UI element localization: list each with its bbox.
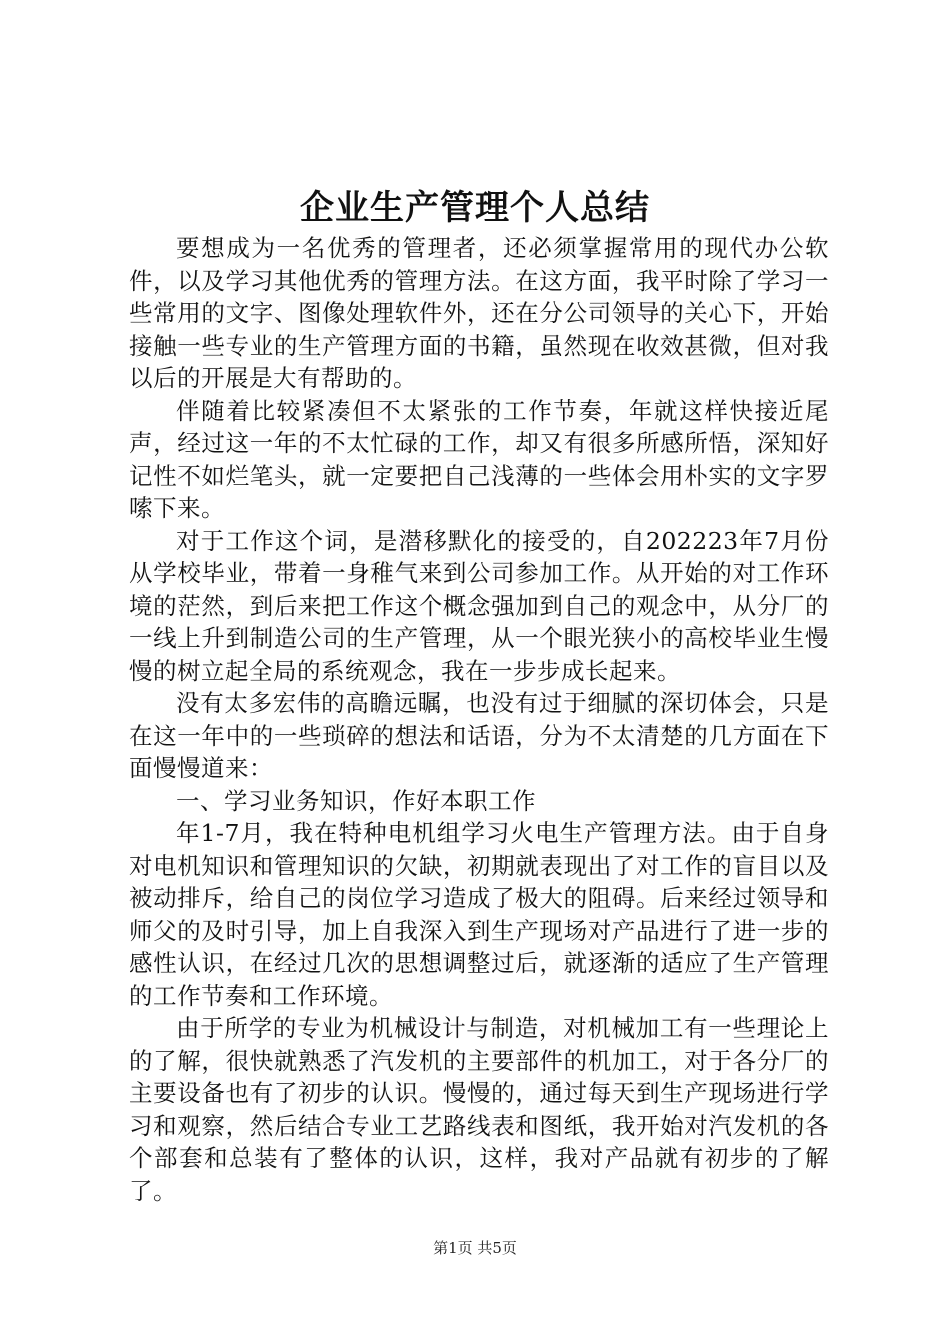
document-body [129, 232, 829, 1207]
paragraph-work-rhythm: 伴随着比较紧凑但不太紧张的工作节奏，年就这样快接近尾声，经过这一年的不太忙碌的工作，却又有很多所感所悟，深知好记性不如烂笔头，就一定要把自己浅薄的一些体会用朴实的文字罗嗦下来。 [129, 396, 829, 522]
paragraph-office-software: 要想成为一名优秀的管理者，还必须掌握常用的现代办公软件，以及学习其他优秀的管理方法。在这方面，我平时除了学习一些常用的文字、图像处理软件外，还在分公司领导的关心下，开始接触一些专业的生产管理方面的书籍，虽然现在收效甚微，但对我以后的开展是大有帮助的。 [129, 234, 829, 392]
paragraph-mechanical-design: 由于所学的专业为机械设计与制造，对机械加工有一些理论上的了解，很快就熟悉了汽发机的主要部件的机加工，对于各分厂的主要设备也有了初步的认识。慢慢的，通过每天到生产现场进行学习和观察，然后结合专业工艺路线表和图纸，我开始对汽发机的各个部套和总装有了整体的认识，这样，我对产品就有初步的了解了。 [129, 1014, 829, 1205]
page-number-footer: 第1页 共5页 [433, 1239, 517, 1257]
page-title: 企业生产管理个人总结 [300, 188, 650, 228]
section-heading-1: 一、学习业务知识，作好本职工作 [176, 786, 536, 815]
paragraph-graduation: 对于工作这个词，是潜移默化的接受的，自202223年7月份从学校毕业，带着一身稚气来到公司参加工作。从开始的对工作环境的茫然，到后来把工作这个概念强加到自己的观念中，从分厂的一线上升到制造公司的生产管理，从一个眼光狭小的高校毕业生慢慢的树立起全局的系统观念，我在一步步成长起来。 [129, 526, 829, 685]
paragraph-motor-group: 年1-7月，我在特种电机组学习火电生产管理方法。由于自身对电机知识和管理知识的欠缺，初期就表现出了对工作的盲目以及被动排斥，给自己的岗位学习造成了极大的阻碍。后来经过领导和师父的及时引导，加上自我深入到生产现场对产品进行了进一步的感性认识，在经过几次的思想调整过后，就逐渐的适应了生产管理的工作节奏和工作环境。 [129, 819, 829, 1010]
paragraph-intro: 没有太多宏伟的高瞻远瞩，也没有过于细腻的深切体会，只是在这一年中的一些琐碎的想法和话语，分为不太清楚的几方面在下面慢慢道来： [129, 689, 829, 782]
